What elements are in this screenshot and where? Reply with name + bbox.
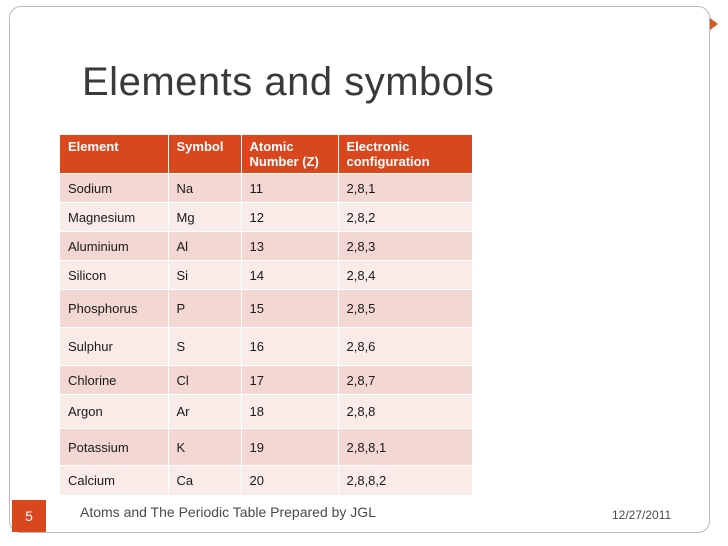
cell-atomic-number: 19 bbox=[241, 429, 338, 466]
table-row bbox=[60, 203, 472, 232]
cell-atomic-number: 20 bbox=[241, 466, 338, 495]
header-atomic-number: Atomic Number (Z) bbox=[241, 135, 338, 174]
cell-symbol: Cl bbox=[168, 366, 241, 395]
cell-atomic-number: 15 bbox=[241, 290, 338, 328]
slide-title: Elements and symbols bbox=[82, 60, 495, 104]
cell-configuration: 2,8,7 bbox=[338, 366, 472, 395]
table-row bbox=[60, 395, 472, 429]
cell-element: Silicon bbox=[60, 261, 168, 290]
cell-configuration: 2,8,2 bbox=[338, 203, 472, 232]
cell-symbol: Ar bbox=[168, 395, 241, 429]
cell-configuration: 2,8,8,2 bbox=[338, 466, 472, 495]
cell-configuration: 2,8,8,1 bbox=[338, 429, 472, 466]
table-row bbox=[60, 466, 472, 495]
table-row bbox=[60, 174, 472, 203]
cell-symbol: Si bbox=[168, 261, 241, 290]
cell-configuration: 2,8,3 bbox=[338, 232, 472, 261]
cell-symbol: Al bbox=[168, 232, 241, 261]
cell-element: Argon bbox=[60, 395, 168, 429]
cell-element: Calcium bbox=[60, 466, 168, 495]
table-row bbox=[60, 429, 472, 466]
table-row bbox=[60, 328, 472, 366]
table-header-row bbox=[60, 135, 472, 174]
cell-element: Potassium bbox=[60, 429, 168, 466]
cell-atomic-number: 16 bbox=[241, 328, 338, 366]
cell-symbol: Ca bbox=[168, 466, 241, 495]
cell-symbol: S bbox=[168, 328, 241, 366]
cell-element: Sulphur bbox=[60, 328, 168, 366]
cell-atomic-number: 17 bbox=[241, 366, 338, 395]
cell-symbol: K bbox=[168, 429, 241, 466]
cell-symbol: Mg bbox=[168, 203, 241, 232]
cell-symbol: Na bbox=[168, 174, 241, 203]
table-row bbox=[60, 290, 472, 328]
slide-footer: Atoms and The Periodic Table Prepared by JGL bbox=[80, 504, 376, 520]
page-number-badge: 5 bbox=[12, 500, 46, 532]
cell-atomic-number: 13 bbox=[241, 232, 338, 261]
cell-element: Sodium bbox=[60, 174, 168, 203]
slide-date: 12/27/2011 bbox=[612, 508, 672, 522]
cell-configuration: 2,8,1 bbox=[338, 174, 472, 203]
cell-atomic-number: 14 bbox=[241, 261, 338, 290]
cell-element: Phosphorus bbox=[60, 290, 168, 328]
header-symbol: Symbol bbox=[168, 135, 241, 174]
cell-atomic-number: 11 bbox=[241, 174, 338, 203]
table-row bbox=[60, 366, 472, 395]
corner-arrow-icon bbox=[710, 18, 718, 30]
elements-table bbox=[60, 135, 472, 495]
cell-symbol: P bbox=[168, 290, 241, 328]
header-element: Element bbox=[60, 135, 168, 174]
cell-configuration: 2,8,4 bbox=[338, 261, 472, 290]
table-row bbox=[60, 232, 472, 261]
table-row bbox=[60, 261, 472, 290]
cell-element: Magnesium bbox=[60, 203, 168, 232]
cell-configuration: 2,8,6 bbox=[338, 328, 472, 366]
cell-configuration: 2,8,8 bbox=[338, 395, 472, 429]
cell-atomic-number: 12 bbox=[241, 203, 338, 232]
cell-configuration: 2,8,5 bbox=[338, 290, 472, 328]
cell-atomic-number: 18 bbox=[241, 395, 338, 429]
cell-element: Aluminium bbox=[60, 232, 168, 261]
cell-element: Chlorine bbox=[60, 366, 168, 395]
header-electronic-configuration: Electronic configuration bbox=[338, 135, 472, 174]
